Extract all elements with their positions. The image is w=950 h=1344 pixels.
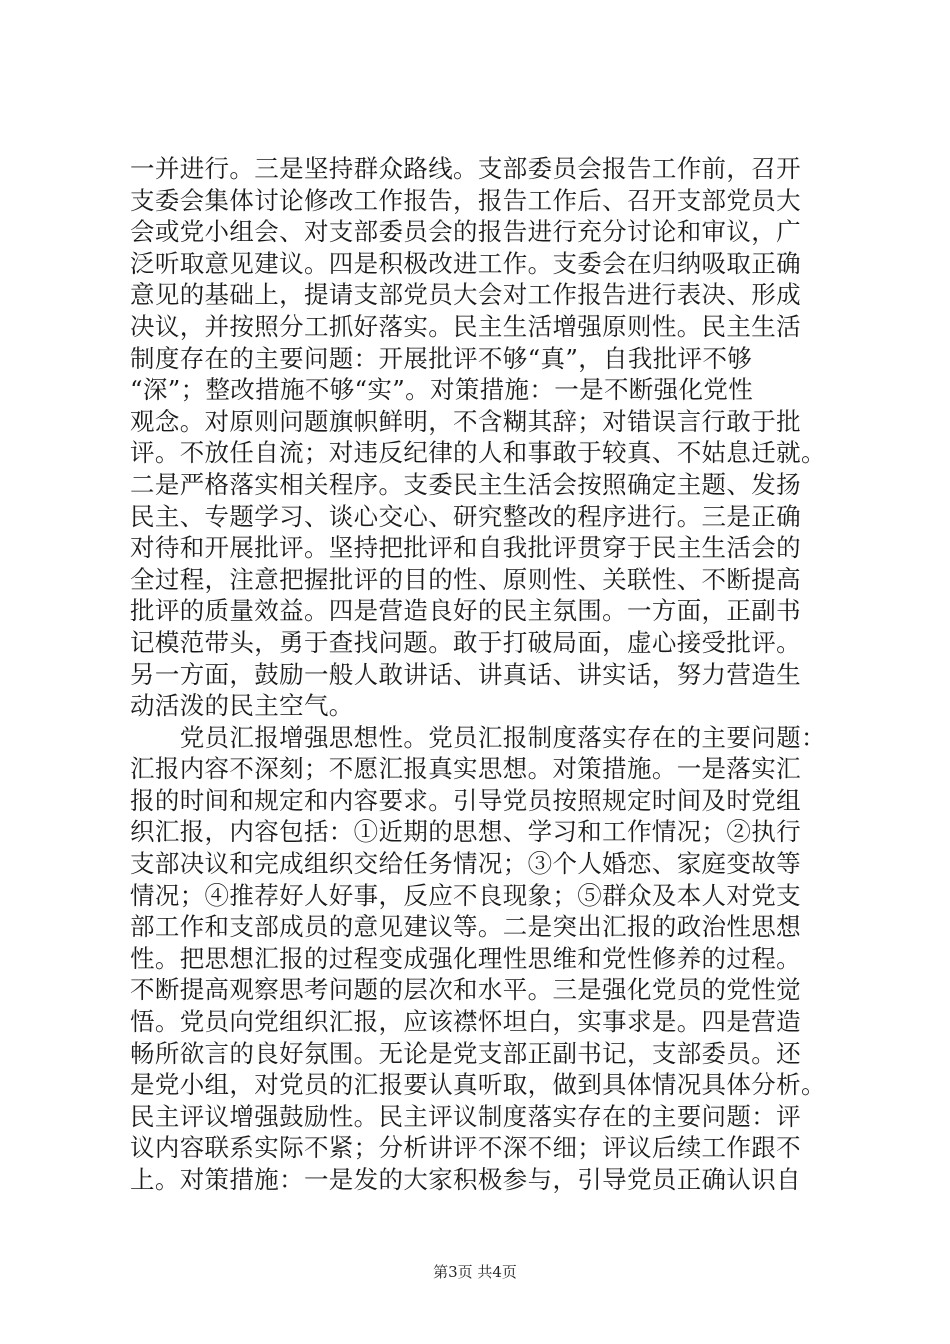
- text-line: 织汇报，内容包括：①近期的思想、学习和工作情况；②执行: [130, 817, 801, 847]
- text-line: 评。不放任自流；对违反纪律的人和事敢于较真、不姑息迁就。: [130, 438, 826, 468]
- text-line: 部工作和支部成员的意见建议等。二是突出汇报的政治性思想: [130, 912, 801, 942]
- text-line: 另一方面，鼓励一般人敢讲话、讲真话、讲实话，努力营造生: [130, 659, 801, 689]
- text-line: 上。对策措施：一是发的大家积极参与，引导党员正确认识自: [130, 1165, 801, 1194]
- text-line: 性。把思想汇报的过程变成强化理性思维和党性修养的过程。: [130, 943, 801, 973]
- text-line: 一并进行。三是坚持群众路线。支部委员会报告工作前，召开: [130, 154, 801, 183]
- text-line: 支委会集体讨论修改工作报告，报告工作后、召开支部党员大: [130, 185, 801, 215]
- text-line: 畅所欲言的良好氛围。无论是党支部正副书记，支部委员。还: [130, 1038, 801, 1068]
- text-line: 动活泼的民主空气。: [130, 691, 354, 721]
- text-line: 对待和开展批评。坚持把批评和自我批评贯穿于民主生活会的: [130, 533, 801, 563]
- text-line: 情况；④推荐好人好事，反应不良现象；⑤群众及本人对党支: [130, 880, 801, 910]
- text-line: 不断提高观察思考问题的层次和水平。三是强化党员的党性觉: [130, 975, 801, 1005]
- text-line: 议内容联系实际不紧；分析讲评不深不细；评议后续工作跟不: [130, 1133, 801, 1163]
- text-line: 泛听取意见建议。四是积极改进工作。支委会在归纳吸取正确: [130, 248, 801, 278]
- text-line: 制度存在的主要问题：开展批评不够“真”，自我批评不够: [130, 343, 753, 373]
- text-line: 是党小组，对党员的汇报要认真听取，做到具体情况具体分析。: [130, 1070, 826, 1100]
- text-line: 民主、专题学习、谈心交心、研究整改的程序进行。三是正确: [130, 501, 801, 531]
- text-line: 支部决议和完成组织交给任务情况；③个人婚恋、家庭变故等: [130, 849, 801, 879]
- text-line: 全过程，注意把握批评的目的性、原则性、关联性、不断提高: [130, 564, 801, 594]
- text-line: 意见的基础上，提请支部党员大会对工作报告进行表决、形成: [130, 280, 801, 310]
- text-line: 会或党小组会、对支部委员会的报告进行充分讨论和审议，广: [130, 217, 801, 247]
- text-line: 民主评议增强鼓励性。民主评议制度落实存在的主要问题：评: [130, 1101, 801, 1131]
- text-line: 悟。党员向党组织汇报，应该襟怀坦白，实事求是。四是营造: [130, 1007, 801, 1037]
- text-line: 二是严格落实相关程序。支委民主生活会按照确定主题、发扬: [130, 469, 801, 499]
- text-line: 观念。对原则问题旗帜鲜明，不含糊其辞；对错误言行敢于批: [130, 406, 801, 436]
- page-footer: 第3页 共4页: [433, 1263, 517, 1281]
- text-line: 记模范带头，勇于查找问题。敢于打破局面，虚心接受批评。: [130, 627, 801, 657]
- text-line: “深”；整改措施不够“实”。对策措施：一是不断强化党性: [130, 375, 754, 405]
- body-text: [130, 153, 830, 1196]
- text-line: 报的时间和规定和内容要求。引导党员按照规定时间及时党组: [130, 785, 801, 815]
- text-line: 汇报内容不深刻；不愿汇报真实思想。对策措施。一是落实汇: [130, 754, 801, 784]
- text-line: 决议，并按照分工抓好落实。民主生活增强原则性。民主生活: [130, 311, 801, 341]
- text-line: 党员汇报增强思想性。党员汇报制度落实存在的主要问题：: [130, 722, 826, 752]
- text-line: 批评的质量效益。四是营造良好的民主氛围。一方面，正副书: [130, 596, 801, 626]
